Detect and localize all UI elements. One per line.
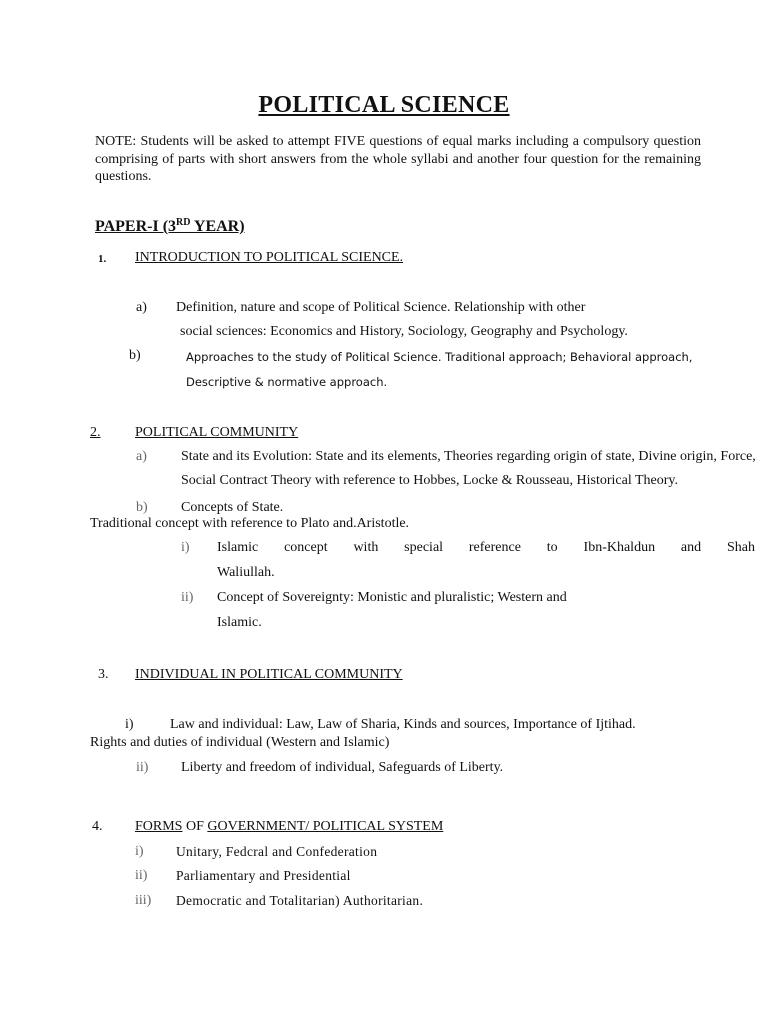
section-1-b-line1: Approaches to the study of Political Science. Traditional approach; Behavioral approach, xyxy=(186,350,693,364)
section-3-ii-line: Liberty and freedom of individual, Safeguards of Liberty. xyxy=(181,760,504,775)
section-3-ii-marker: ii) xyxy=(136,760,149,775)
section-4-item-3-marker: iii) xyxy=(135,893,152,908)
section-2-ii-line2: Islamic. xyxy=(217,615,262,630)
section-1-b-marker: b) xyxy=(129,348,141,363)
section-1-number: 1. xyxy=(98,253,107,265)
section-1-a-line1: Definition, nature and scope of Political Science. Relationship with other xyxy=(176,300,586,315)
section-2-b-line1: Concepts of State. xyxy=(181,500,284,515)
section-4-item-3-text: Democratic and Totalitarian) Authoritarian. xyxy=(176,893,424,908)
section-2-b-marker: b) xyxy=(136,500,148,515)
section-2-ii-line1: Concept of Sovereignty: Monistic and pluralistic; Western and xyxy=(217,590,567,605)
section-4-item-1-text: Unitary, Fedcral and Confederation xyxy=(176,844,378,859)
section-4-heading: FORMS OF GOVERNMENT/ POLITICAL SYSTEM xyxy=(135,819,444,834)
section-2-a-line1: State and its Evolution: State and its elements, Theories regarding origin of state, Divine origin, Force, xyxy=(181,449,756,464)
section-1-b-line2: Descriptive & normative approach. xyxy=(186,375,388,389)
section-3-heading: INDIVIDUAL IN POLITICAL COMMUNITY xyxy=(135,667,403,682)
section-2-i-line1: Islamic concept with special reference to Ibn-Khaldun and Shah xyxy=(217,540,755,555)
section-2-i-line2: Waliullah. xyxy=(217,565,275,580)
section-4-item-1-marker: i) xyxy=(135,844,144,859)
section-3-i-marker: i) xyxy=(125,717,134,732)
section-4-item-2-text: Parliamentary and Presidential xyxy=(176,868,351,883)
section-2-a-marker: a) xyxy=(136,449,147,464)
section-2-traditional: Traditional concept with reference to Plato and.Aristotle. xyxy=(90,516,410,531)
section-2-heading: POLITICAL COMMUNITY xyxy=(135,425,299,440)
section-3-i-line: Law and individual: Law, Law of Sharia, Kinds and sources, Importance of Ijtihad. xyxy=(170,717,636,732)
section-1-a-line2: social sciences: Economics and History, Sociology, Geography and Psychology. xyxy=(180,324,628,339)
section-2-a-line2: Social Contract Theory with reference to Hobbes, Locke & Rousseau, Historical Theory. xyxy=(181,473,678,488)
section-2-ii-marker: ii) xyxy=(181,590,194,605)
section-2-i-marker: i) xyxy=(181,540,190,555)
section-4-number: 4. xyxy=(92,819,103,834)
section-3-number: 3. xyxy=(98,667,109,682)
section-3-rights: Rights and duties of individual (Western and Islamic) xyxy=(90,735,390,750)
paper-heading: PAPER-I (3RD YEAR) xyxy=(95,217,245,235)
section-1-a-marker: a) xyxy=(136,300,147,315)
section-2-number: 2. xyxy=(90,425,101,440)
page-title: POLITICAL SCIENCE xyxy=(258,92,510,118)
section-4-item-2-marker: ii) xyxy=(135,868,148,883)
exam-note: NOTE: Students will be asked to attempt FIVE questions of equal marks including a compulsory question comprising of parts with short answers from the whole syllabi and another four question for the remaining questions. xyxy=(95,134,701,184)
section-1-heading: INTRODUCTION TO POLITICAL SCIENCE. xyxy=(135,250,404,265)
